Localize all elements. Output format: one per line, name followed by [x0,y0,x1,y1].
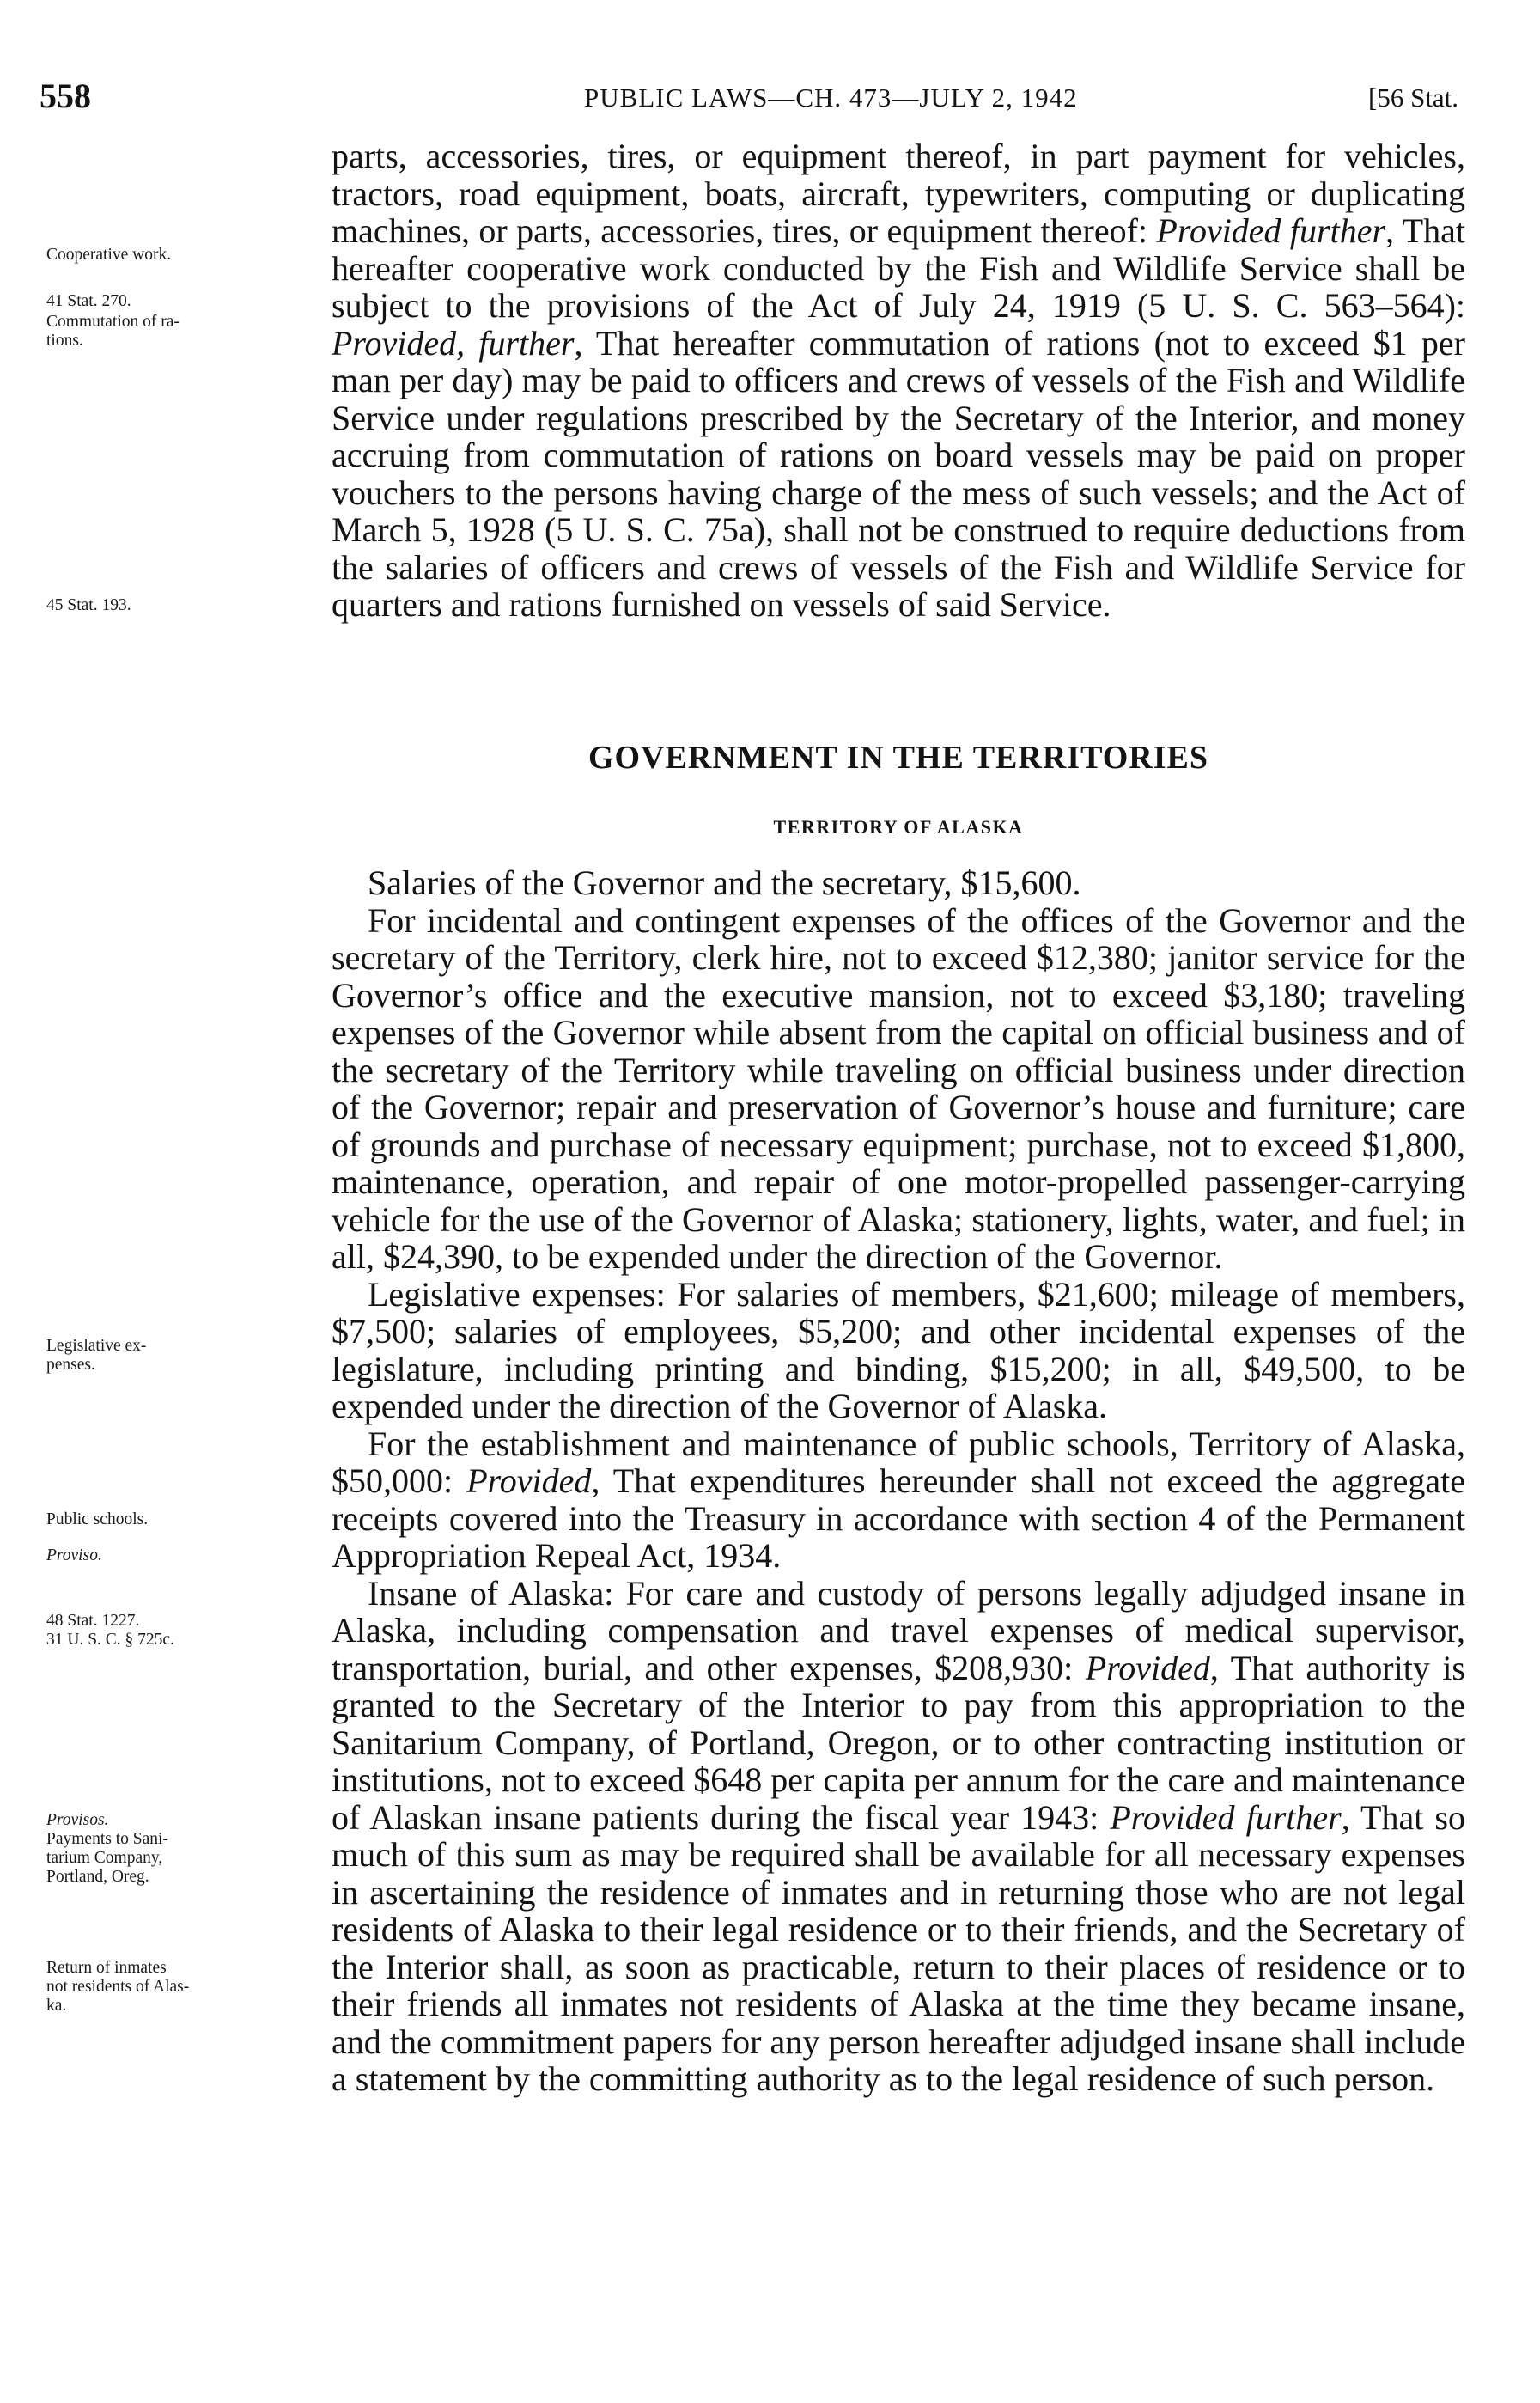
margin-note-return-inmates: Return of inmates not residents of Alas- ka. [46,1959,190,2015]
insane-text-c: , That so much of this sum as may be required shall be available for all necessary expenses in ascertaining the residence of inmates and in returning those who are not legal residents of Alaska to their legal residence or to their friends, and the Secretary of the Interior shall, as soon as practicable, return to their places of residence or to their friends all inmates not residents of Alaska at the time they became insane, and the commitment papers for any person hereafter adjudged insane shall include a statement by the committing authority as to the legal residence of such person. [332,1797,1465,2098]
paragraph-incidental-expenses: For incidental and contingent expenses of the offices of the Governor and the secretary of the Territory, clerk hire, not to exceed $12,380; janitor service for the Governor’s office and the executive mansion, not to exceed $3,180; traveling expenses of the Governor while absent from the capital on official business and of the secretary of the Territory while traveling on official business under direction of the Governor; repair and preservation of Governor’s house and furniture; care of grounds and purchase of necessary equipment; purchase, not to exceed $1,800, maintenance, operation, and repair of one motor-propelled passenger-carrying vehicle for the use of the Governor of Alaska; stationery, lights, water, and fuel; in all, $24,390, to be expended under the direction of the Governor. [332,900,1465,1276]
volume-reference: [56 Stat. [1368,82,1459,113]
paragraph-salaries: Salaries of the Governor and the secretary, $15,600. [368,863,1081,902]
insane-text-a: Insane of Alaska: For care and custody of persons legally adjudged insane in Alaska, including compensation and travel expenses of medical supervisor, transportation, burial, and other expenses, $208,930: [332,1573,1465,1687]
schools-text-b: , That expenditures hereunder shall not exceed the aggregate receipts covered into the Treasury in accordance with section 4 of the Permanent Appropriation Repeal Act, 1934. [332,1461,1465,1575]
margin-note-41-stat: 41 Stat. 270. [46,292,131,310]
margin-note-48-stat: 48 Stat. 1227. 31 U. S. C. § 725c. [46,1612,174,1649]
paragraph-legislative-expenses: Legislative expenses: For salaries of members, $21,600; mileage of members, $7,500; salaries of employees, $5,200; and other incidental expenses of the legislature, including printing and binding, $15,200; in all, $49,500, to be expended under the direction of the Governor of Alaska. [332,1274,1465,1425]
page-number: 558 [40,76,91,115]
margin-note-45-stat: 45 Stat. 193. [46,596,131,614]
running-header [0,76,1540,119]
provided-further-2: Provided, further [332,323,575,363]
margin-note-public-schools: Public schools. [46,1510,149,1528]
running-title: PUBLIC LAWS—CH. 473—JULY 2, 1942 [584,82,1078,113]
insane-text-b: , That authority is granted to the Secretary of the Interior to pay from this appropriation to the Sanitarium Company, of Portland, Oregon, or to other contracting institution or institutions, not to exceed $648 per capita per annum for the care and maintenance of Alaskan insane patients during the fiscal year 1943: [332,1648,1466,1837]
heading-territory-alaska: TERRITORY OF ALASKA [773,816,1024,838]
paragraph-continued [332,137,1465,624]
margin-note-legislative: Legislative ex- penses. [46,1337,147,1374]
section-alaska [332,864,1465,2098]
text-part-a: parts, accessories, tires, or equipment thereof, in part payment for vehicles, tractors, road equipment, boats, aircraft, typewriters, computing or duplicating machines, or parts, accessories, tires, or equipment thereof: [332,137,1465,250]
margin-note-proviso: Proviso. [46,1546,102,1564]
paragraph-public-schools [332,1425,1465,1575]
section-fish-wildlife [332,137,1465,624]
paragraph-insane-of-alaska [332,1575,1465,2098]
schools-provided: Provided [466,1461,592,1500]
heading-government-territories: GOVERNMENT IN THE TERRITORIES [588,740,1208,776]
text-part-b: , That hereafter cooperative work conducted by the Fish and Wildlife Service shall be subject to the provisions of the Act of July 24, 1919 (5 U. S. C. 563–564): [332,211,1465,325]
schools-text-a: For the establishment and maintenance of public schools, Territory of Alaska, $50,000: [332,1424,1465,1500]
insane-provided: Provided [1085,1648,1210,1687]
provided-further-1: Provided further [1156,211,1386,250]
margin-note-commutation: Commutation of ra- tions. [46,313,180,350]
margin-note-sanitarium: Payments to Sani- tarium Company, Portland, Oreg. [46,1830,168,1886]
margin-note-cooperative-work: Cooperative work. [46,246,172,264]
text-part-c: , That hereafter commutation of rations (not to exceed $1 per man per day) may be paid to officers and crews of vessels of the Fish and Wildlife Service under regulations prescribed by the Secretary of the Interior, and money accruing from commutation of rations on board vessels may be paid on proper vouchers to the persons having charge of the mess of such vessels; and the Act of March 5, 1928 (5 U. S. C. 75a), shall not be construed to require deductions from the salaries of officers and crews of vessels of the Fish and Wildlife Service for quarters and rations furnished on vessels of said Service. [332,323,1465,624]
margin-note-provisos: Provisos. [46,1811,109,1829]
insane-provided-further: Provided further [1110,1797,1342,1837]
